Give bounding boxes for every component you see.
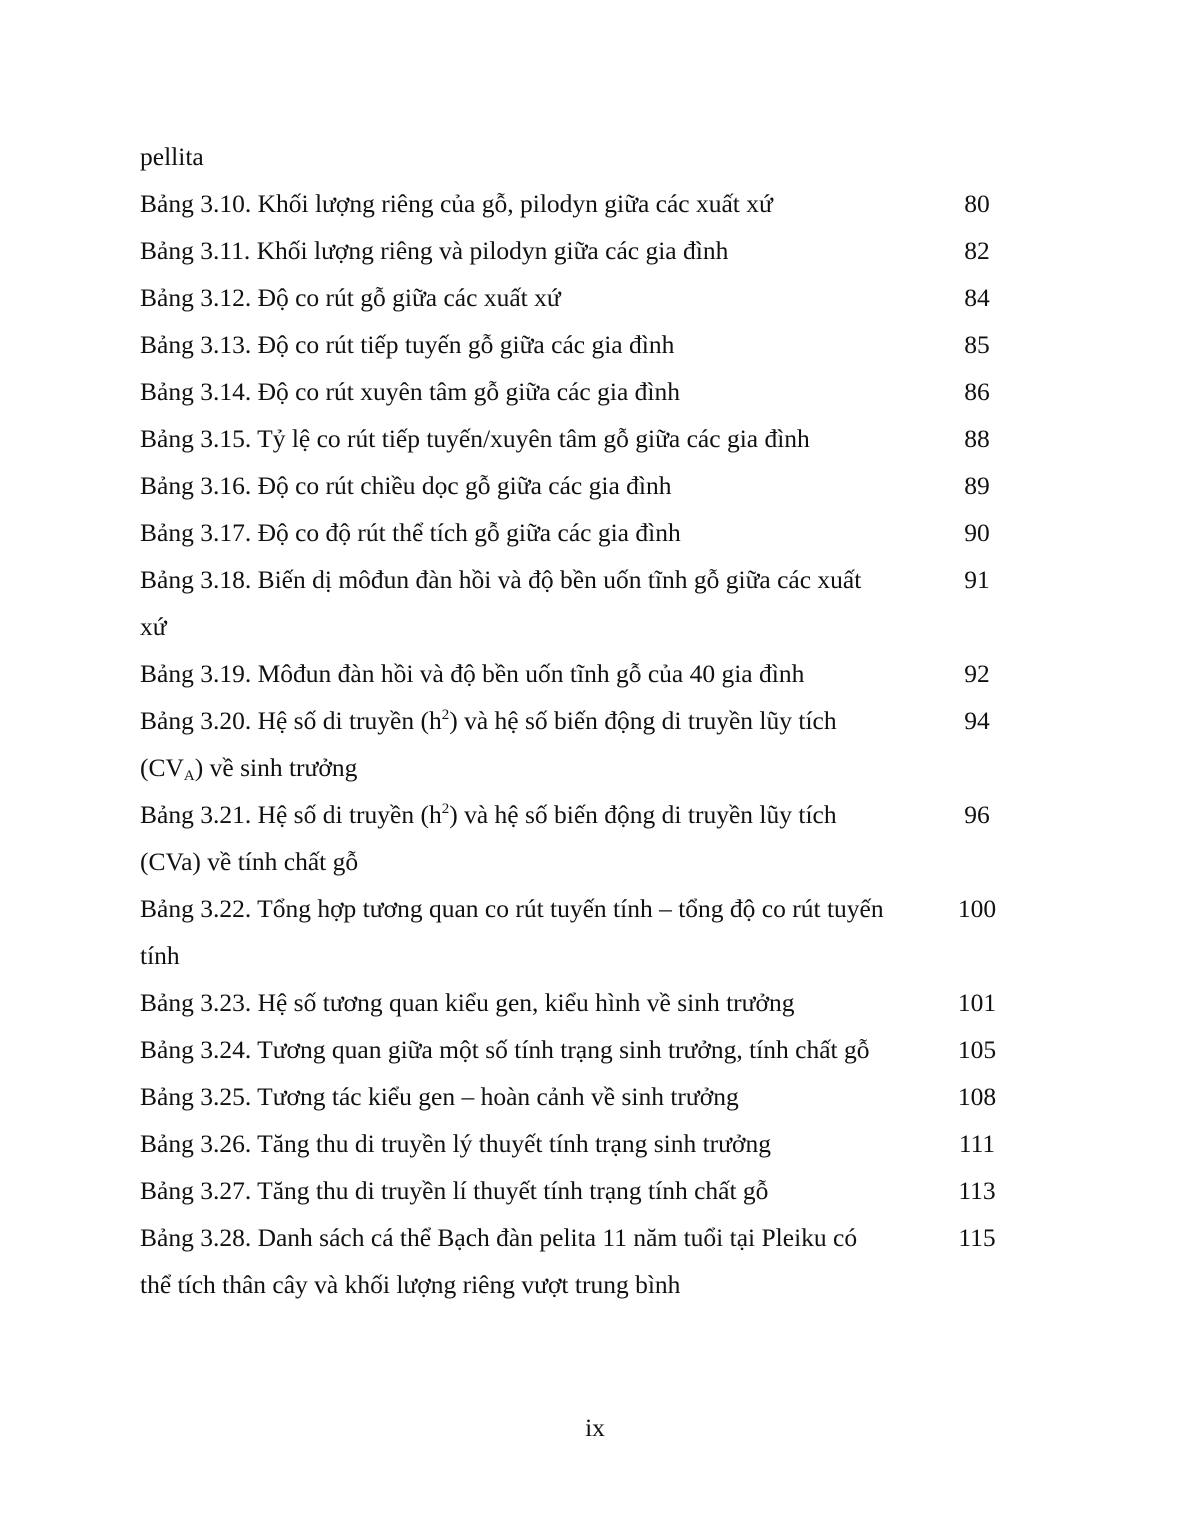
toc-entry-title: Bảng 3.13. Độ co rút tiếp tuyến gỗ giữa các gia đình bbox=[140, 330, 675, 359]
toc-entry-page: 88 bbox=[964, 424, 990, 453]
toc-entry-title-part: ) và hệ số biến động di truyền lũy tích bbox=[449, 706, 837, 735]
toc-entry-title: Bảng 3.17. Độ co độ rút thể tích gỗ giữa các gia đình bbox=[140, 518, 681, 547]
toc-entry-title: Bảng 3.23. Hệ số tương quan kiểu gen, kiểu hình về sinh trưởng bbox=[140, 988, 795, 1017]
toc-entry-title-block bbox=[140, 1214, 942, 1308]
toc-entry-page: 82 bbox=[964, 236, 990, 265]
toc-entry bbox=[140, 509, 1040, 556]
toc-entry-title: Bảng 3.10. Khối lượng riêng của gỗ, pilodyn giữa các xuất xứ bbox=[140, 189, 773, 218]
superscript: 2 bbox=[441, 801, 450, 817]
toc-entry bbox=[140, 321, 1040, 368]
toc-entry-title: Bảng 3.15. Tỷ lệ co rút tiếp tuyến/xuyên tâm gỗ giữa các gia đình bbox=[140, 424, 810, 453]
subscript: A bbox=[183, 768, 195, 784]
toc-entry bbox=[140, 1120, 1040, 1167]
toc-entry-title: Bảng 3.19. Môđun đàn hồi và độ bền uốn tĩnh gỗ của 40 gia đình bbox=[140, 659, 805, 688]
toc-entry-title: Bảng 3.25. Tương tác kiểu gen – hoàn cảnh về sinh trưởng bbox=[140, 1082, 739, 1111]
toc-entry-title: Bảng 3.27. Tăng thu di truyền lí thuyết tính trạng tính chất gỗ bbox=[140, 1176, 769, 1205]
toc-entry bbox=[140, 415, 1040, 462]
toc-entry-page: 86 bbox=[964, 377, 990, 406]
toc-entry bbox=[140, 462, 1040, 509]
toc-entry-page: 113 bbox=[958, 1176, 996, 1205]
toc-entry-page: 85 bbox=[964, 330, 990, 359]
toc-entry-page: 100 bbox=[957, 894, 997, 923]
toc-entry-title: Bảng 3.28. Danh sách cá thể Bạch đàn pelita 11 năm tuổi tại Pleiku có bbox=[140, 1223, 858, 1252]
toc-entry bbox=[140, 1167, 1040, 1214]
toc-entry bbox=[140, 227, 1040, 274]
toc-entry bbox=[140, 180, 1040, 227]
toc-entry-title: Bảng 3.16. Độ co rút chiều dọc gỗ giữa các gia đình bbox=[140, 471, 672, 500]
page-number: ix bbox=[585, 1413, 605, 1442]
toc-entry-page: 115 bbox=[958, 1223, 996, 1252]
toc-entry-title-continuation: thể tích thân cây và khối lượng riêng vượt trung bình bbox=[140, 1270, 681, 1299]
toc-entry-title: Bảng 3.24. Tương quan giữa một số tính trạng sinh trưởng, tính chất gỗ bbox=[140, 1035, 870, 1064]
toc-entry bbox=[140, 885, 1040, 979]
toc-entry bbox=[140, 791, 1040, 885]
toc-entry-title-part: (CV bbox=[140, 753, 184, 782]
toc-entry-title-continuation bbox=[140, 744, 942, 791]
toc-entry bbox=[140, 979, 1040, 1026]
toc-entry-title-part: ) và hệ số biến động di truyền lũy tích bbox=[449, 800, 837, 829]
toc-entry bbox=[140, 274, 1040, 321]
toc-entry-title-block bbox=[140, 791, 942, 885]
toc-entry-page: 94 bbox=[964, 706, 990, 735]
toc-entry-page: 92 bbox=[964, 659, 990, 688]
toc-continuation-line bbox=[140, 133, 1040, 180]
toc-entry bbox=[140, 697, 1040, 791]
toc-entry-page: 90 bbox=[964, 518, 990, 547]
toc-entry-page: 101 bbox=[957, 988, 997, 1017]
toc-entry-page: 89 bbox=[964, 471, 990, 500]
toc-entry-title-continuation: xứ bbox=[140, 612, 167, 641]
toc-entry-page: 108 bbox=[957, 1082, 997, 1111]
toc-entry-page: 105 bbox=[957, 1035, 997, 1064]
toc-entry-title-continuation: (CVa) về tính chất gỗ bbox=[140, 847, 359, 876]
toc-entry-page: 84 bbox=[964, 283, 990, 312]
toc-entry-title-block bbox=[140, 885, 942, 979]
toc-entry bbox=[140, 368, 1040, 415]
toc-entry bbox=[140, 650, 1040, 697]
toc-entry-title-part: Bảng 3.20. Hệ số di truyền (h bbox=[140, 706, 442, 735]
table-of-contents bbox=[140, 133, 1040, 1308]
toc-entry-page: 91 bbox=[964, 565, 990, 594]
toc-entry-title: Bảng 3.18. Biến dị môđun đàn hồi và độ bền uốn tĩnh gỗ giữa các xuất bbox=[140, 565, 862, 594]
toc-entry bbox=[140, 1073, 1040, 1120]
toc-entry-title: Bảng 3.14. Độ co rút xuyên tâm gỗ giữa các gia đình bbox=[140, 377, 680, 406]
toc-entry-title: Bảng 3.11. Khối lượng riêng và pilodyn giữa các gia đình bbox=[140, 236, 729, 265]
superscript: 2 bbox=[441, 707, 450, 723]
toc-entry-title: Bảng 3.12. Độ co rút gỗ giữa các xuất xứ bbox=[140, 283, 561, 312]
toc-entry-page: 96 bbox=[964, 800, 990, 829]
toc-entry-page: 80 bbox=[964, 189, 990, 218]
toc-entry-title-block bbox=[140, 556, 942, 650]
toc-entry-title-part: ) về sinh trưởng bbox=[194, 753, 358, 782]
toc-entry bbox=[140, 1026, 1040, 1073]
toc-entry-title: Bảng 3.22. Tổng hợp tương quan co rút tuyến tính – tổng độ co rút tuyến bbox=[140, 894, 884, 923]
toc-continuation-text: pellita bbox=[140, 142, 204, 171]
toc-entry-title: Bảng 3.26. Tăng thu di truyền lý thuyết tính trạng sinh trưởng bbox=[140, 1129, 771, 1158]
toc-entry bbox=[140, 1214, 1040, 1308]
toc-entry-title-block bbox=[140, 697, 942, 791]
toc-entry-page: 111 bbox=[958, 1129, 996, 1158]
toc-entry bbox=[140, 556, 1040, 650]
toc-entry-title-part: Bảng 3.21. Hệ số di truyền (h bbox=[140, 800, 442, 829]
toc-entry-title-continuation: tính bbox=[140, 941, 180, 970]
